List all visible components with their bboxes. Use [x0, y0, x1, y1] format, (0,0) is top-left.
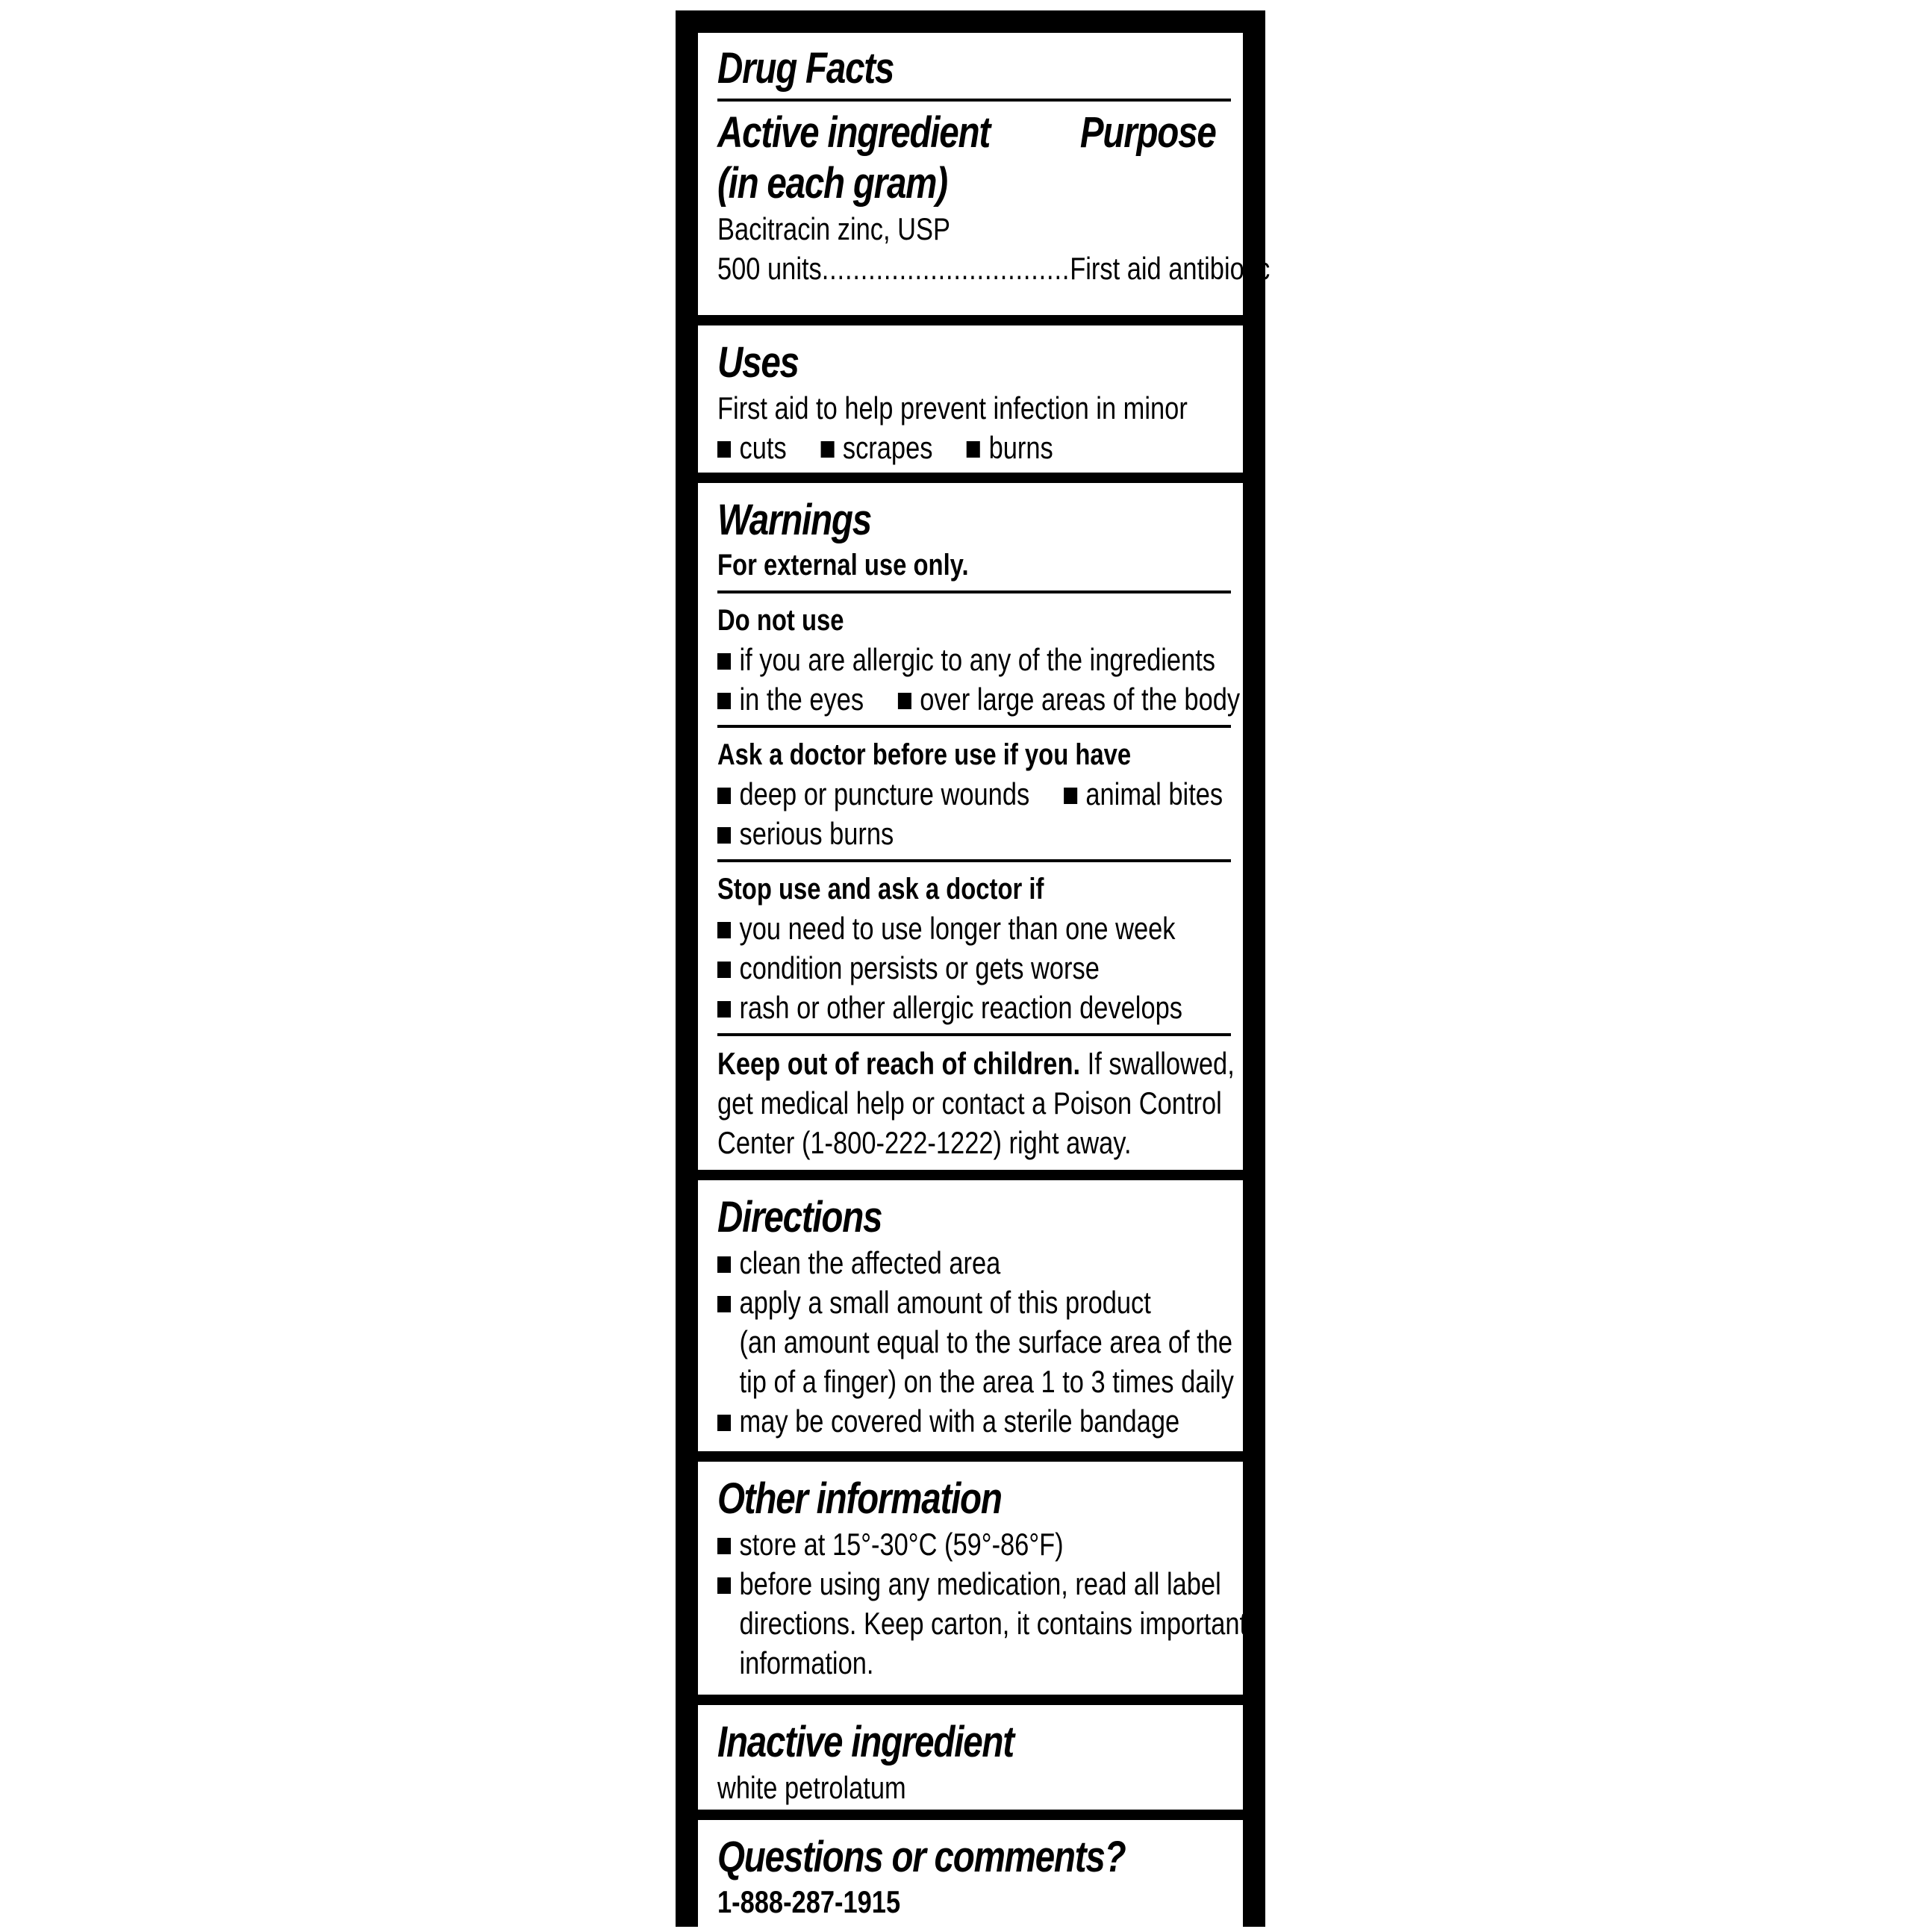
- active-ingredient-section: [698, 33, 1271, 315]
- questions-phone[interactable]: 1-888-287-1915: [717, 1884, 901, 1919]
- list-item: rash or other allergic reaction develops: [717, 988, 1138, 1027]
- list-item: before using any medication, read all label: [717, 1564, 1138, 1604]
- ingredient-amount: 500 units: [717, 251, 822, 286]
- bullet-icon: [898, 693, 911, 709]
- list-item: you need to use longer than one week: [717, 909, 1138, 948]
- stop-use-heading: Stop use and ask a doctor if: [717, 873, 1044, 906]
- questions-heading: Questions or comments?: [717, 1833, 1126, 1881]
- warnings-section: [698, 483, 1243, 1170]
- bullet-icon: [820, 441, 834, 458]
- directions-section: [698, 1180, 1243, 1451]
- ingredient-amount-row: [717, 249, 1271, 288]
- ingredient-name: Bacitracin zinc, USP: [717, 211, 950, 246]
- uses-list: [717, 428, 1138, 467]
- do-not-use-divider: [717, 725, 1231, 728]
- list-item: in the eyes: [717, 679, 864, 719]
- list-item: store at 15°-30°C (59°-86°F): [717, 1524, 1138, 1564]
- list-item: scrapes: [820, 428, 932, 467]
- bullet-icon: [717, 827, 731, 844]
- other-information-heading: Other information: [717, 1474, 1002, 1523]
- external-use-note: For external use only.: [717, 549, 969, 582]
- active-ingredient-subheading: (in each gram): [717, 159, 947, 208]
- leader-dots: ................................: [821, 251, 1070, 286]
- bullet-icon: [717, 1256, 731, 1273]
- title-divider: [717, 99, 1231, 102]
- bullet-icon: [717, 693, 731, 709]
- purpose-heading: Purpose: [1080, 108, 1216, 157]
- do-not-use-row: [717, 679, 1241, 719]
- warnings-heading: Warnings: [717, 496, 871, 544]
- list-item: clean the affected area: [717, 1243, 1138, 1283]
- keep-out-line2: get medical help or contact a Poison Control: [717, 1085, 1222, 1121]
- list-item: cuts: [717, 428, 787, 467]
- bullet-icon: [717, 922, 731, 938]
- ask-doctor-heading: Ask a doctor before use if you have: [717, 738, 1132, 771]
- list-item-continuation: (an amount equal to the surface area of the: [739, 1324, 1233, 1359]
- bullet-icon: [717, 1538, 731, 1554]
- keep-out-bold: Keep out of reach of children.: [717, 1046, 1081, 1081]
- ask-doctor-divider: [717, 859, 1231, 862]
- ingredient-purpose: First aid antibiotic: [1070, 251, 1271, 286]
- questions-section: [698, 1820, 1243, 1932]
- list-item-continuation: directions. Keep carton, it contains important: [739, 1606, 1247, 1641]
- warnings-divider: [717, 590, 1231, 593]
- do-not-use-heading: Do not use: [717, 604, 844, 637]
- bullet-icon: [717, 1577, 731, 1594]
- list-item: animal bites: [1064, 774, 1223, 814]
- list-item: serious burns: [717, 814, 1138, 853]
- list-item: condition persists or gets worse: [717, 948, 1138, 988]
- list-item-continuation: information.: [739, 1645, 874, 1680]
- inactive-ingredient-section: [698, 1705, 1243, 1810]
- bullet-icon: [1064, 788, 1077, 804]
- directions-heading: Directions: [717, 1193, 882, 1241]
- uses-section: [698, 325, 1243, 473]
- list-item: apply a small amount of this product: [717, 1283, 1138, 1322]
- inactive-ingredient-heading: Inactive ingredient: [717, 1718, 1014, 1766]
- keep-out-line3: Center (1-800-222-1222) right away.: [717, 1125, 1132, 1160]
- active-ingredient-heading: Active ingredient: [717, 108, 990, 157]
- bullet-icon: [717, 441, 731, 458]
- bullet-icon: [717, 962, 731, 978]
- bullet-icon: [717, 1001, 731, 1018]
- bullet-icon: [717, 653, 731, 670]
- ask-doctor-row: [717, 774, 1223, 814]
- list-item: over large areas of the body: [898, 679, 1240, 719]
- uses-heading: Uses: [717, 338, 799, 387]
- bullet-icon: [717, 1296, 731, 1312]
- bullet-icon: [967, 441, 980, 458]
- drug-facts-title: Drug Facts: [717, 44, 894, 93]
- active-ingredient-header: [717, 107, 1231, 209]
- inactive-ingredient-value: white petrolatum: [717, 1770, 906, 1805]
- list-item: if you are allergic to any of the ingredients: [717, 640, 1138, 679]
- keep-out-line1: Keep out of reach of children. If swallowed,: [717, 1046, 1235, 1081]
- list-item-continuation: tip of a finger) on the area 1 to 3 times daily: [739, 1364, 1234, 1399]
- uses-intro: First aid to help prevent infection in minor: [717, 390, 1188, 426]
- drug-facts-panel: [676, 10, 1271, 1927]
- list-item: may be covered with a sterile bandage: [717, 1401, 1138, 1441]
- stop-use-divider: [717, 1033, 1231, 1036]
- bullet-icon: [717, 1415, 731, 1431]
- other-information-section: [698, 1462, 1247, 1695]
- list-item: deep or puncture wounds: [717, 774, 1029, 814]
- bullet-icon: [717, 788, 731, 804]
- list-item: burns: [967, 428, 1053, 467]
